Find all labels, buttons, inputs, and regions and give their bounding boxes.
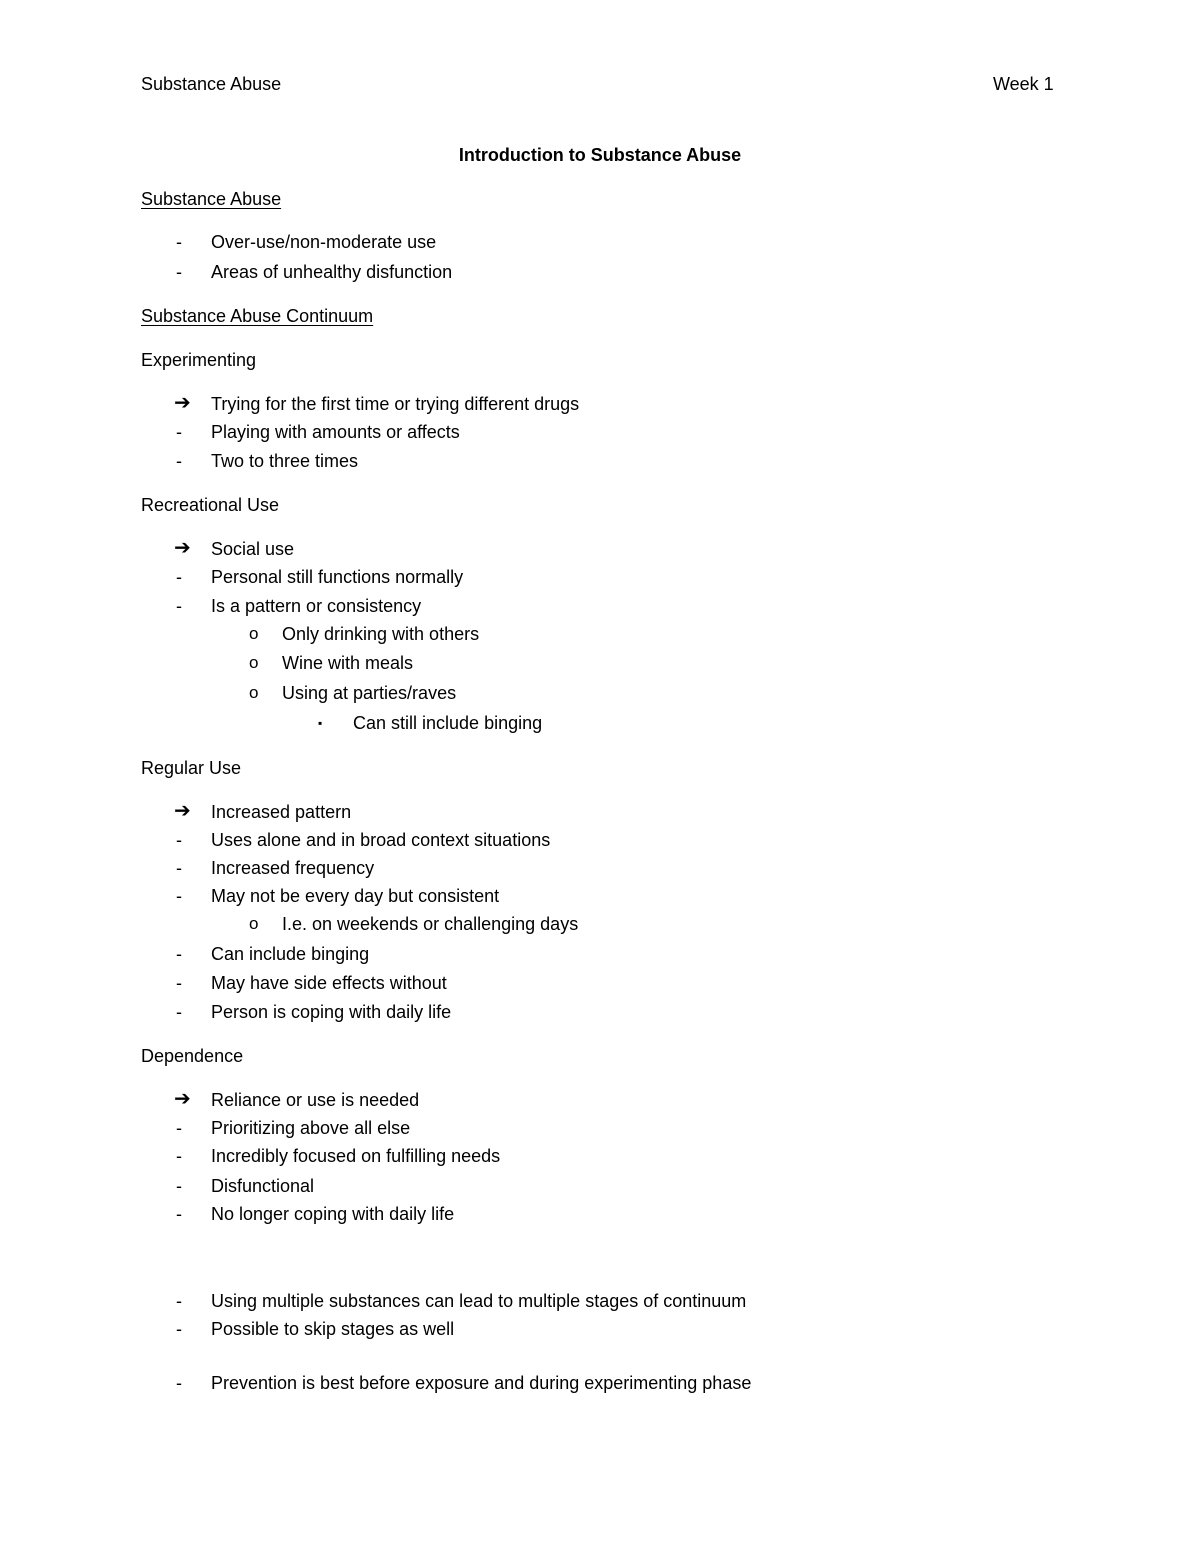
circle-bullet-icon: o [249,624,259,643]
subsection-heading-recreational: Recreational Use [141,495,280,515]
list-item: Playing with amounts or affects [211,422,460,442]
header-left: Substance Abuse [141,74,282,94]
list-item: Over-use/non-moderate use [211,232,437,252]
square-bullet-icon: ▪ [318,716,323,730]
circle-bullet-icon: o [249,653,259,672]
dash-bullet: - [176,567,182,587]
arrow-right-icon: ➔ [174,800,191,822]
list-item: Can still include binging [353,713,543,733]
arrow-right-icon: ➔ [174,392,191,414]
dash-bullet: - [176,1118,182,1138]
list-item: Disfunctional [211,1176,315,1196]
dash-bullet: - [176,262,182,282]
list-item: May not be every day but consistent [211,886,500,906]
dash-bullet: - [176,1002,182,1022]
circle-bullet-icon: o [249,683,259,702]
list-item: Social use [211,539,295,559]
page-title: Introduction to Substance Abuse [458,145,742,165]
list-item: Possible to skip stages as well [211,1319,455,1339]
subsection-heading-dependence: Dependence [141,1046,244,1066]
circle-bullet-icon: o [249,914,259,933]
dash-bullet: - [176,1146,182,1166]
list-item: Personal still functions normally [211,567,464,587]
list-item: Incredibly focused on fulfilling needs [211,1146,501,1166]
list-item: Prevention is best before exposure and during experimenting phase [211,1373,752,1393]
list-item: Using at parties/raves [282,683,457,703]
dash-bullet: - [176,973,182,993]
dash-bullet: - [176,830,182,850]
dash-bullet: - [176,232,182,252]
dash-bullet: - [176,858,182,878]
arrow-right-icon: ➔ [174,537,191,559]
list-item: Only drinking with others [282,624,480,644]
subsection-heading-experimenting: Experimenting [141,350,257,370]
dash-bullet: - [176,1204,182,1224]
list-item: Using multiple substances can lead to multiple stages of continuum [211,1291,747,1311]
section-heading-substance-abuse: Substance Abuse [141,189,282,209]
list-item: No longer coping with daily life [211,1204,455,1224]
list-item: Trying for the first time or trying different drugs [211,394,580,414]
list-item: Person is coping with daily life [211,1002,452,1022]
list-item: I.e. on weekends or challenging days [282,914,579,934]
dash-bullet: - [176,1319,182,1339]
dash-bullet: - [176,1291,182,1311]
header-right: Week 1 [993,74,1054,94]
section-heading-continuum: Substance Abuse Continuum [141,306,374,326]
dash-bullet: - [176,422,182,442]
list-item: Can include binging [211,944,370,964]
dash-bullet: - [176,451,182,471]
dash-bullet: - [176,596,182,616]
list-item: Areas of unhealthy disfunction [211,262,453,282]
dash-bullet: - [176,944,182,964]
dash-bullet: - [176,886,182,906]
dash-bullet: - [176,1373,182,1393]
dash-bullet: - [176,1176,182,1196]
list-item: Wine with meals [282,653,414,673]
list-item: Two to three times [211,451,359,471]
list-item: Increased frequency [211,858,375,878]
subsection-heading-regular: Regular Use [141,758,242,778]
list-item: Prioritizing above all else [211,1118,411,1138]
list-item: Increased pattern [211,802,352,822]
list-item: May have side effects without [211,973,447,993]
list-item: Reliance or use is needed [211,1090,420,1110]
arrow-right-icon: ➔ [174,1088,191,1110]
list-item: Is a pattern or consistency [211,596,422,616]
list-item: Uses alone and in broad context situations [211,830,551,850]
